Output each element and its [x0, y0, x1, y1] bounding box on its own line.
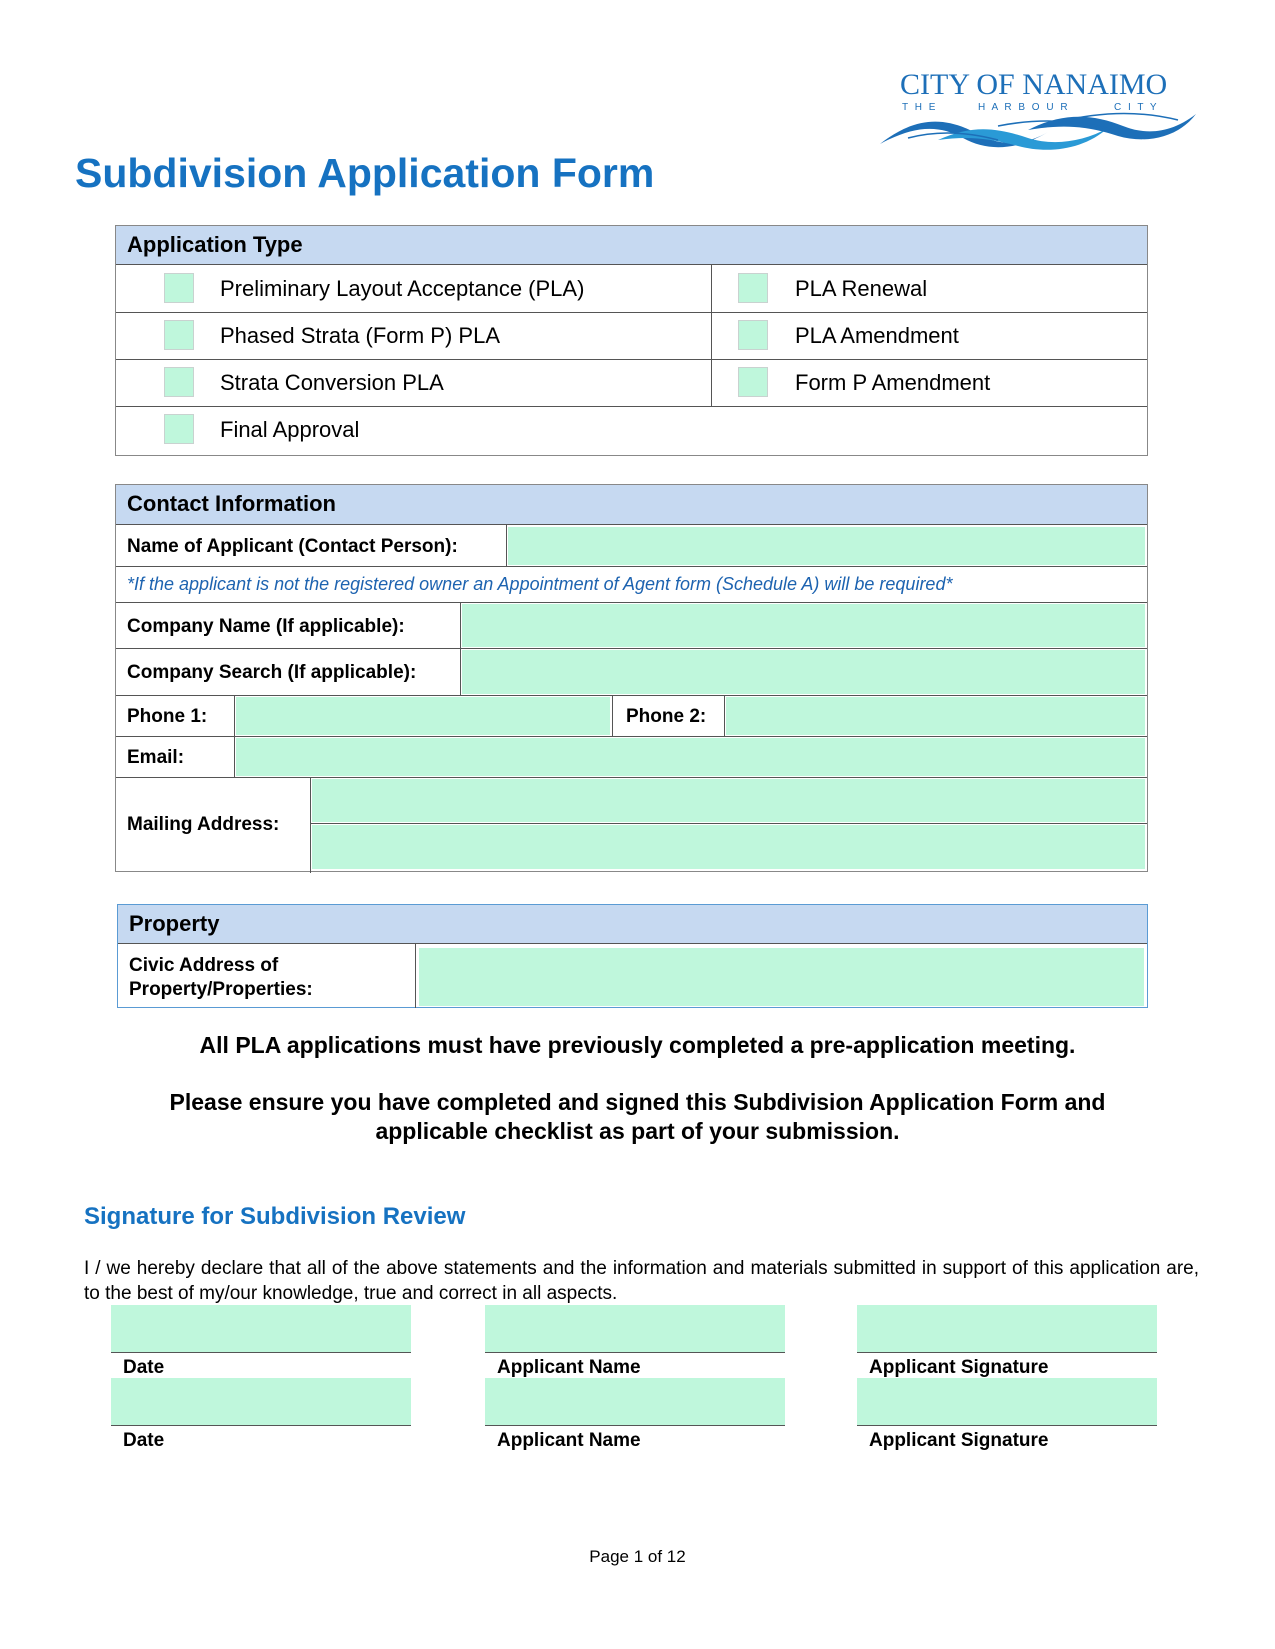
applicant-signature-label-2: Applicant Signature [869, 1430, 1049, 1451]
declaration-text: I / we hereby declare that all of the above statements and the information and materials submitted in support of this application are, to the best of my/our knowledge, true and correct in all aspects. [84, 1258, 1199, 1304]
applicant-signature-field-1[interactable] [857, 1305, 1157, 1353]
mailing-address-line1-field[interactable] [312, 779, 1145, 822]
option-strata-conversion: Strata Conversion PLA [220, 370, 444, 395]
pre-application-notice: All PLA applications must have previously completed a pre-application meeting. [199, 1032, 1076, 1058]
property-header: Property [118, 905, 1147, 944]
logo-sub-city: C I T Y [1114, 102, 1159, 113]
form-p-amendment-checkbox[interactable] [738, 367, 768, 397]
logo-sub-the: T H E [902, 102, 938, 113]
logo-sub-harbour: H A R B O U R [978, 102, 1070, 113]
option-pla: Preliminary Layout Acceptance (PLA) [220, 276, 585, 301]
strata-conversion-checkbox[interactable] [164, 367, 194, 397]
email-field[interactable] [236, 738, 1145, 776]
date-label-2: Date [123, 1430, 165, 1451]
final-approval-checkbox[interactable] [164, 414, 194, 444]
logo-title: CITY OF NANAIMO [900, 68, 1168, 101]
application-type-header: Application Type [116, 226, 1147, 265]
applicant-name-label-1: Applicant Name [497, 1357, 641, 1378]
date-field-2[interactable] [111, 1378, 411, 1426]
phone1-label: Phone 1: [127, 706, 208, 727]
applicant-name-label-2: Applicant Name [497, 1430, 641, 1451]
email-label: Email: [127, 747, 185, 768]
phone1-field[interactable] [236, 697, 610, 735]
date-field-1[interactable] [111, 1305, 411, 1353]
phone2-label: Phone 2: [626, 706, 707, 727]
option-phased-strata: Phased Strata (Form P) PLA [220, 323, 500, 348]
application-type-table [115, 225, 1148, 456]
applicant-name-field[interactable] [508, 527, 1145, 565]
option-final-approval: Final Approval [220, 417, 360, 442]
wave-icon [878, 104, 1198, 158]
agent-note: *If the applicant is not the registered owner an Appointment of Agent form (Schedule A) will be required* [127, 574, 953, 594]
applicant-label: Name of Applicant (Contact Person): [127, 536, 458, 557]
city-logo [878, 68, 1198, 158]
page-number: Page 1 of 12 [589, 1547, 686, 1566]
phased-strata-checkbox[interactable] [164, 320, 194, 350]
civic-address-label-line1: Civic Address of [129, 955, 279, 976]
signature-heading: Signature for Subdivision Review [84, 1203, 466, 1230]
mailing-address-label: Mailing Address: [127, 814, 280, 835]
company-search-field[interactable] [462, 650, 1145, 694]
civic-address-field[interactable] [419, 948, 1144, 1006]
applicant-name-field-1[interactable] [485, 1305, 785, 1353]
company-name-field[interactable] [462, 604, 1145, 647]
company-search-label: Company Search (If applicable): [127, 662, 417, 683]
contact-information-header: Contact Information [116, 485, 1147, 525]
option-pla-amendment: PLA Amendment [795, 323, 959, 348]
civic-address-label-line2: Property/Properties: [129, 979, 313, 1000]
pla-renewal-checkbox[interactable] [738, 273, 768, 303]
submission-notice-line2: applicable checklist as part of your submission. [375, 1118, 900, 1144]
option-pla-renewal: PLA Renewal [795, 276, 928, 301]
submission-notice-line1: Please ensure you have completed and signed this Subdivision Application Form and [169, 1089, 1106, 1115]
pla-checkbox[interactable] [164, 273, 194, 303]
phone2-field[interactable] [726, 697, 1145, 735]
contact-information-table [115, 484, 1148, 872]
company-name-label: Company Name (If applicable): [127, 616, 405, 637]
mailing-address-line2-field[interactable] [312, 825, 1145, 869]
option-form-p-amendment: Form P Amendment [795, 370, 991, 395]
property-table [117, 904, 1148, 1008]
date-label-1: Date [123, 1357, 165, 1378]
applicant-name-field-2[interactable] [485, 1378, 785, 1426]
page-title: Subdivision Application Form [75, 150, 655, 196]
applicant-signature-label-1: Applicant Signature [869, 1357, 1049, 1378]
applicant-signature-field-2[interactable] [857, 1378, 1157, 1426]
pla-amendment-checkbox[interactable] [738, 320, 768, 350]
